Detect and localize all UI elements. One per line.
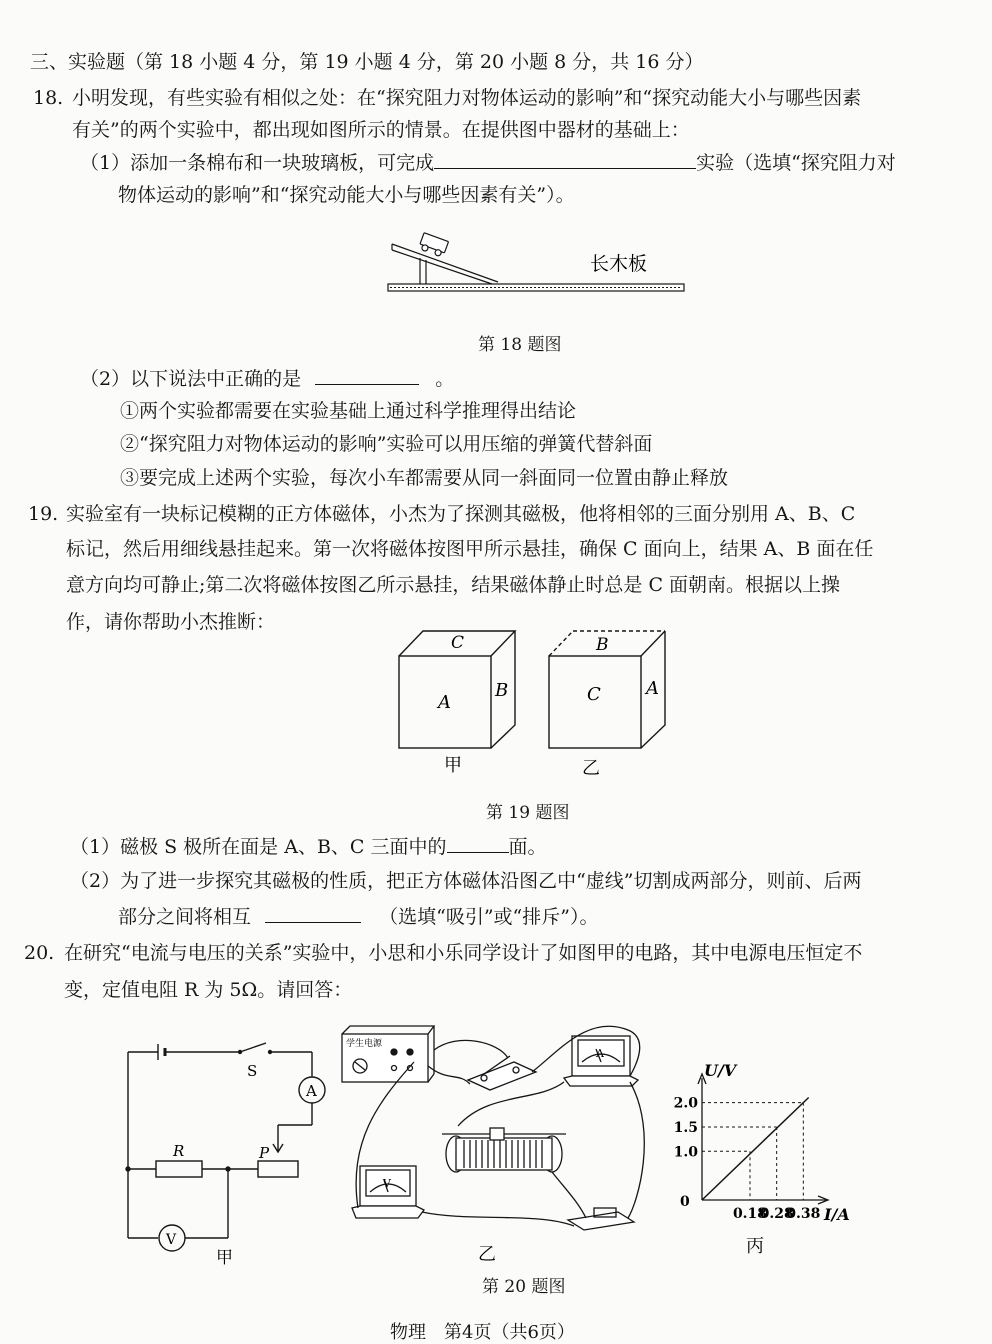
graph-data-line [702, 1097, 809, 1200]
graph-origin-label: 0 [680, 1194, 690, 1210]
rheostat-device [442, 1128, 566, 1172]
knife-switch [468, 1056, 536, 1090]
resistor-r [156, 1161, 202, 1177]
q19-figure-caption: 第 19 题图 [486, 803, 570, 823]
long-board-label: 长木板 [590, 253, 648, 275]
long-board [388, 284, 684, 291]
graph-x-tick: 0.38 [786, 1206, 821, 1222]
cube-jia-side-face: B [495, 680, 509, 701]
cube-yi [546, 628, 676, 778]
q19-part1-blank[interactable] [447, 834, 509, 853]
cube-jia-label: 甲 [444, 755, 462, 776]
q20-stem-line2: 变，定值电阻 R 为 5Ω。请回答： [64, 979, 353, 1001]
apparatus-voltmeter-symbol: V [383, 1177, 391, 1190]
graph-y-tick: 1.0 [673, 1144, 698, 1161]
cube-yi-front-face: C [587, 684, 601, 705]
graph-fig-label: 丙 [746, 1236, 764, 1257]
power-supply [342, 1026, 434, 1082]
q19-part2-pre: 部分之间将相互 [118, 906, 252, 928]
apparatus-fig-label: 乙 [478, 1244, 496, 1265]
q19-part1 [70, 834, 547, 859]
apparatus-ammeter-symbol: A [596, 1047, 604, 1060]
q18-figure [380, 236, 690, 298]
circuit-slider-label: P [259, 1144, 270, 1162]
circuit-fig-label: 甲 [216, 1248, 233, 1268]
q18-number: 18. [33, 87, 64, 109]
supply-brand-label: 学生电源 [346, 1039, 383, 1049]
q19-part2-line2 [118, 904, 598, 929]
q18-part1-pre: （1）添加一条棉布和一块玻璃板，可完成 [80, 152, 435, 174]
rheostat [258, 1161, 298, 1177]
circuit-switch-label: S [247, 1062, 258, 1080]
cube-jia-front-face: A [438, 692, 451, 713]
q19-number: 19. [28, 503, 59, 525]
q19-stem-line2: 标记，然后用细线悬挂起来。第一次将磁体按图甲所示悬挂，确保 C 面向上，结果 A、B 面在任 [66, 538, 874, 560]
q19-part2-line1: （2）为了进一步探究其磁极的性质，把正方体磁体沿图乙中“虚线”切割成两部分，则前、后两 [70, 870, 862, 892]
q19-part2-blank[interactable] [265, 904, 361, 923]
q18-part2 [80, 366, 454, 391]
cube-yi-side-face: A [646, 678, 659, 699]
q19-part2-post: （选填“吸引”或“排斥”）。 [379, 906, 599, 928]
page-footer: 物理 第4页（共6页） [390, 1322, 575, 1343]
ammeter-device [564, 1036, 638, 1086]
circuit-diagram [120, 1040, 320, 1270]
graph-x-tick: 0.18 [732, 1206, 768, 1222]
q18-part1-post: 实验（选填“探究阻力对 [696, 152, 896, 174]
cube-yi-top-face: B [596, 635, 609, 655]
q18-stem-line2: 有关”的两个实验中，都出现如图所示的情景。在提供图中器材的基础上： [72, 119, 690, 141]
q19-stem-line1: 实验室有一块标记模糊的正方体磁体，小杰为了探测其磁极，他将相邻的三面分别用 A、B、C [66, 503, 856, 525]
cube-yi-label: 乙 [582, 758, 600, 779]
apparatus-drawing [338, 1022, 668, 1267]
q19-part1-post: 面。 [508, 836, 547, 858]
q18-part1-blank[interactable] [434, 150, 696, 169]
graph-y-tick: 1.5 [673, 1119, 698, 1136]
fixed-resistor-device [568, 1208, 634, 1230]
graph-x-axis-label: I/A [824, 1205, 850, 1224]
q18-option-3: ③要完成上述两个实验，每次小车都需要从同一斜面同一位置由静止释放 [120, 467, 729, 489]
circuit-resistor-label: R [173, 1142, 185, 1160]
q20-stem-line1: 在研究“电流与电压的关系”实验中，小思和小乐同学设计了如图甲的电路，其中电源电压恒定不 [64, 942, 863, 964]
q18-option-2: ②“探究阻力对物体运动的影响”实验可以用压缩的弹簧代替斜面 [120, 433, 653, 455]
q19-stem-line4: 作，请你帮助小杰推断： [66, 611, 276, 633]
graph-y-axis-label: U/V [704, 1061, 737, 1080]
q18-part2-blank[interactable] [315, 366, 419, 385]
graph-y-tick: 2.0 [673, 1095, 698, 1112]
q18-option-1: ①两个实验都需要在实验基础上通过科学推理得出结论 [120, 400, 577, 422]
circuit-voltmeter-label: V [166, 1232, 177, 1248]
u-i-graph [673, 1061, 856, 1262]
q18-part1-line2: 物体运动的影响”和“探究动能大小与哪些因素有关”）。 [118, 184, 575, 206]
q18-part1 [80, 150, 896, 175]
q18-part2-text: （2）以下说法中正确的是 [80, 368, 302, 390]
q18-stem-line1: 小明发现，有些实验有相似之处：在“探究阻力对物体运动的影响”和“探究动能大小与哪些因素 [72, 87, 862, 109]
q19-part1-pre: （1）磁极 S 极所在面是 A、B、C 三面中的 [70, 836, 447, 858]
circuit-ammeter-label: A [306, 1082, 317, 1100]
q18-figure-caption: 第 18 题图 [478, 335, 562, 355]
section-header: 三、实验题（第 18 小题 4 分，第 19 小题 4 分，第 20 小题 8 分，共 16 分） [30, 51, 704, 73]
q20-number: 20. [24, 942, 55, 964]
cube-jia [396, 628, 526, 778]
q18-part2-end: 。 [435, 368, 455, 390]
graph-x-tick: 0.28 [759, 1206, 794, 1222]
q19-stem-line3: 意方向均可静止;第二次将磁体按图乙所示悬挂，结果磁体静止时总是 C 面朝南。根据以上操 [66, 574, 841, 596]
cube-jia-top-face: C [451, 633, 465, 653]
voltmeter-device [352, 1166, 424, 1218]
q20-figure-caption: 第 20 题图 [482, 1277, 566, 1297]
toy-cart [418, 233, 448, 258]
